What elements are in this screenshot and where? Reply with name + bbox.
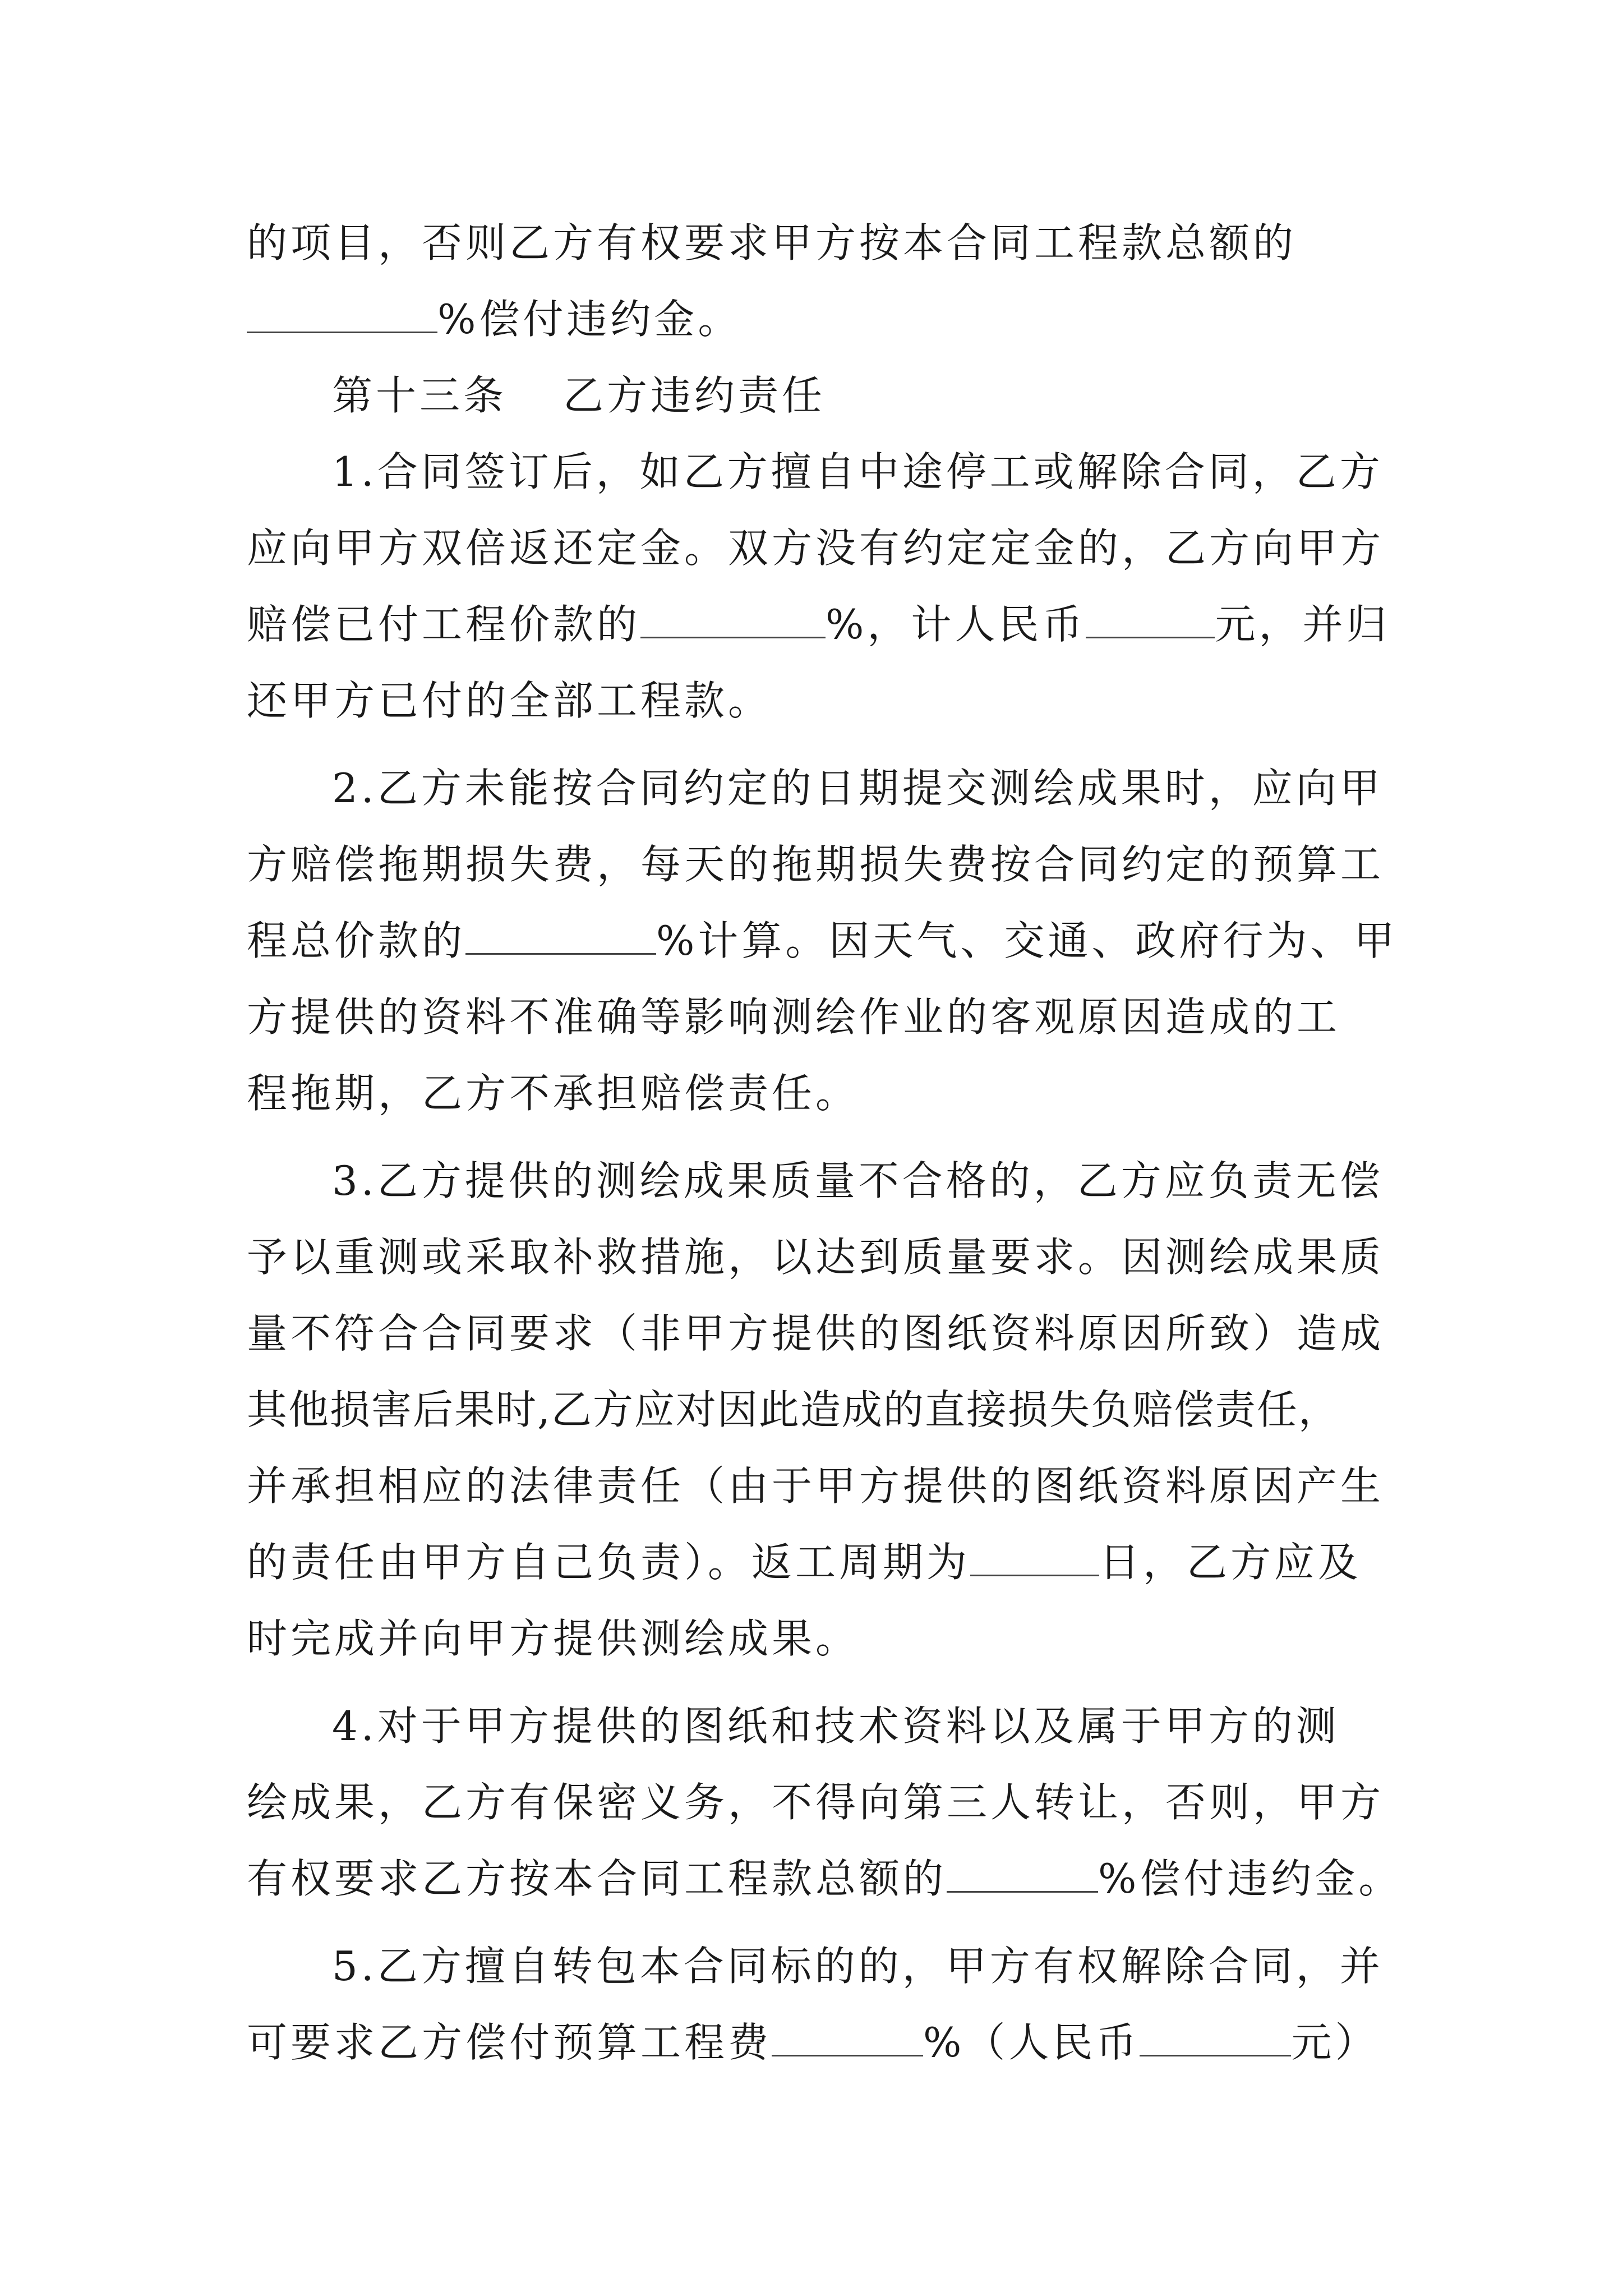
article-title: 乙方违约责任 [563, 372, 826, 419]
article-number: 第十三条 [332, 372, 508, 419]
text-run: 元） [1291, 2019, 1379, 2066]
paragraph-line [247, 510, 1385, 586]
fill-in-blank[interactable] [947, 1856, 1098, 1893]
fill-in-blank[interactable] [640, 602, 826, 638]
paragraph-line [247, 281, 1385, 357]
text-run: 应向甲方双倍返还定金。双方没有约定定金的，乙方向甲方 [247, 524, 1385, 572]
paragraph-line [247, 1688, 1385, 1764]
text-run: 元，并归 [1215, 601, 1390, 648]
text-run: 3.乙方提供的测绘成果质量不合格的，乙方应负责无偿 [332, 1157, 1384, 1204]
paragraph-line [247, 1600, 1385, 1677]
text-run: 日，乙方应及 [1099, 1539, 1362, 1586]
fill-in-blank[interactable] [1140, 2020, 1291, 2056]
text-run: 量不符合合同要求（非甲方提供的图纸资料原因所致）造成 [247, 1310, 1385, 1357]
paragraph-line [247, 1928, 1385, 2004]
paragraph-line [247, 2004, 1385, 2081]
text-run: 可要求乙方偿付预算工程费 [247, 2019, 772, 2066]
paragraph-line [247, 750, 1385, 826]
paragraph-line [247, 662, 1385, 739]
text-run: %计算。因天气、交通、政府行为、甲 [656, 917, 1398, 964]
paragraph-line [247, 205, 1385, 281]
text-run: 1.合同签订后，如乙方擅自中途停工或解除合同，乙方 [332, 448, 1384, 495]
text-run: %（人民币 [923, 2019, 1140, 2066]
paragraph-line [247, 1448, 1385, 1524]
text-run: 有权要求乙方按本合同工程款总额的 [247, 1855, 947, 1902]
paragraph-line [247, 1055, 1385, 1131]
text-run: 5.乙方擅自转包本合同标的的，甲方有权解除合同，并 [332, 1943, 1384, 1990]
paragraph-line [247, 903, 1398, 979]
fill-in-blank[interactable] [970, 1540, 1099, 1576]
paragraph-line [247, 586, 1390, 662]
fill-in-blank[interactable] [247, 297, 437, 333]
paragraph-line [247, 1143, 1385, 1219]
text-run: 时完成并向甲方提供测绘成果。 [247, 1615, 860, 1662]
text-run: 程拖期，乙方不承担赔偿责任。 [247, 1070, 860, 1117]
fill-in-blank[interactable] [1086, 602, 1215, 638]
text-run: 赔偿已付工程价款的 [247, 601, 641, 648]
paragraph-line [247, 1295, 1385, 1372]
paragraph-line [247, 434, 1385, 510]
paragraph-line [247, 1372, 1385, 1448]
paragraph-line [247, 826, 1385, 903]
text-run: 还甲方已付的全部工程款。 [247, 677, 772, 724]
text-run: 2.乙方未能按合同约定的日期提交测绘成果时，应向甲 [332, 765, 1384, 812]
contract-page [247, 205, 1403, 2081]
text-run: 其他损害后果时,乙方应对因此造成的直接损失负赔偿责任， [247, 1386, 1340, 1433]
paragraph-line [247, 979, 1385, 1055]
text-run: %，计人民币 [826, 601, 1086, 648]
fill-in-blank[interactable] [772, 2020, 923, 2056]
text-run: 绘成果，乙方有保密义务，不得向第三人转让，否则，甲方 [247, 1779, 1385, 1826]
article-heading [247, 357, 1385, 434]
paragraph-line [247, 1841, 1403, 1917]
fill-in-blank[interactable] [465, 918, 656, 955]
paragraph-line [247, 1764, 1385, 1841]
text-run: 程总价款的 [247, 917, 466, 964]
text-run: 予以重测或采取补救措施，以达到质量要求。因测绘成果质 [247, 1234, 1385, 1281]
text-run: 并承担相应的法律责任（由于甲方提供的图纸资料原因产生 [247, 1462, 1385, 1510]
paragraph-line [247, 1524, 1385, 1600]
text-run: 方赔偿拖期损失费，每天的拖期损失费按合同约定的预算工 [247, 841, 1385, 888]
text-run: %偿付违约金。 [1098, 1855, 1403, 1902]
text-run: 的项目，否则乙方有权要求甲方按本合同工程款总额的 [247, 219, 1297, 266]
text-run: 方提供的资料不准确等影响测绘作业的客观原因造成的工 [247, 993, 1341, 1041]
text-run: %偿付违约金。 [437, 296, 742, 343]
text-run: 4.对于甲方提供的图纸和技术资料以及属于甲方的测 [332, 1703, 1340, 1750]
text-run: 的责任由甲方自己负责）。返工周期为 [247, 1539, 971, 1586]
paragraph-line [247, 1219, 1385, 1295]
